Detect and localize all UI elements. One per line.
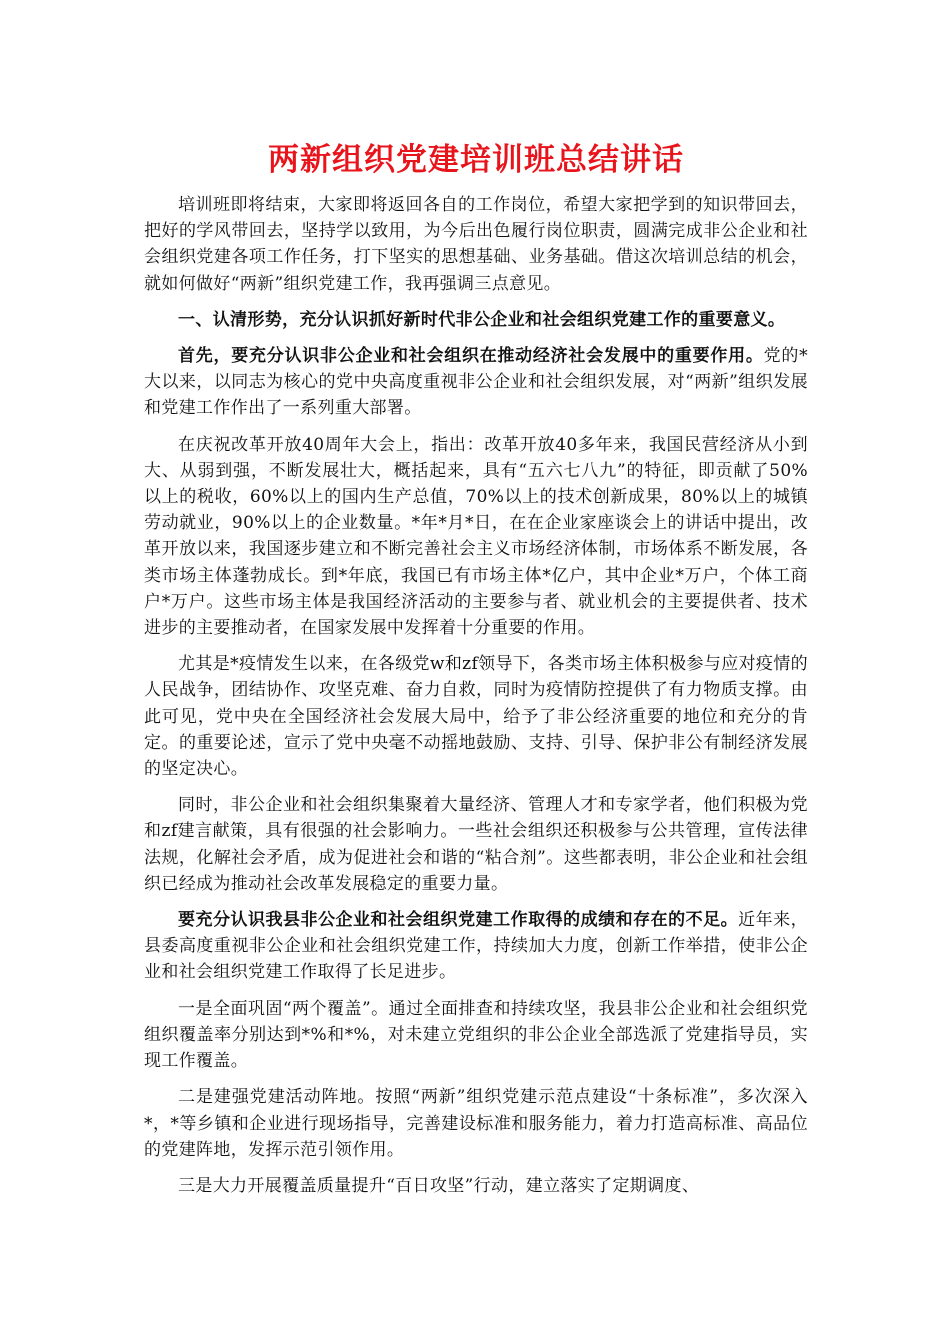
document-body (144, 138, 808, 1209)
paragraph-reform-anniversary (144, 432, 808, 642)
paragraph-lead: 一、认清形势，充分认识抓好新时代非公企业和社会组织党建工作的重要意义。 (178, 309, 786, 330)
paragraph-text: 近年来，县委高度重视非公企业和社会组织党建工作，持续加大力度，创新工作举措，使非公企业和社会组织党建工作取得了长足进步。 (144, 910, 809, 983)
paragraph-text: 三是大力开展覆盖质量提升“百日攻坚”行动，建立落实了定期调度、 (178, 1175, 700, 1196)
paragraph-county-achievements (144, 907, 808, 986)
paragraph-first-point (144, 343, 808, 422)
paragraph-text: 一是全面巩固“两个覆盖”。通过全面排查和持续攻坚，我县非公企业和社会组织党组织覆盖率分别达到*%和*%，对未建立党组织的非公企业全部选派了党建指导员，实现工作覆盖。 (144, 998, 808, 1072)
paragraph-item-one (144, 996, 808, 1075)
paragraph-item-three (144, 1173, 808, 1199)
paragraph-text: 尤其是*疫情发生以来，在各级党w和zf领导下，各类市场主体积极参与应对疫情的人民战争，团结协作、攻坚克难、奋力自救，同时为疫情防控提供了有力物质支撑。由此可见，党中央在全国经济社会发展大局中，给予了非公经济重要的地位和充分的肯定。的重要论述，宣示了党中央毫不动摇地鼓励、支持、引导、保护非公有制经济发展的坚定决心。 (144, 654, 808, 780)
paragraph-text: 培训班即将结束，大家即将返回各自的工作岗位，希望大家把学到的知识带回去，把好的学风带回去，坚持学以致用，为今后出色履行岗位职责，圆满完成非公企业和社会组织党建各项工作任务，打下坚实的思想基础、业务基础。借这次培训总结的机会，就如何做好“两新”组织党建工作，我再强调三点意见。 (144, 195, 808, 294)
section-heading-1 (144, 307, 808, 333)
document-title: 两新组织党建培训班总结讲话 (268, 142, 684, 178)
paragraph-intro (144, 192, 808, 297)
paragraph-text: 党的*大以来，以同志为核心的党中央高度重视非公企业和社会组织发展，对“两新”组织发展和党建工作作出了一系列重大部署。 (144, 346, 808, 419)
paragraph-item-two (144, 1084, 808, 1163)
paragraph-lead: 首先，要充分认识非公企业和社会组织在推动经济社会发展中的重要作用。 (178, 346, 764, 367)
paragraph-text: 二是建强党建活动阵地。按照“两新”组织党建示范点建设“十条标准”，多次深入*，*等乡镇和企业进行现场指导，完善建设标准和服务能力，着力打造高标准、高品位的党建阵地，发挥示范引领作用。 (144, 1087, 808, 1160)
paragraph-social-influence (144, 792, 808, 897)
paragraph-text: 在庆祝改革开放40周年大会上，指出：改革开放40多年来，我国民营经济从小到大、从弱到强，不断发展壮大，概括起来，具有“五六七八九”的特征，即贡献了50%以上的税收，60%以上的国内生产总值，70%以上的技术创新成果，80%以上的城镇劳动就业，90%以上的企业数量。*年*月*日，在在企业家座谈会上的讲话中提出，改革开放以来，我国逐步建立和不断完善社会主义市场经济体制，市场体系不断发展，各类市场主体蓬勃成长。到*年底，我国已有市场主体*亿户，其中企业*万户，个体工商户*万户。这些市场主体是我国经济活动的主要参与者、就业机会的主要提供者、技术进步的主要推动者，在国家发展中发挥着十分重要的作用。 (144, 434, 808, 639)
paragraph-epidemic (144, 651, 808, 782)
paragraph-text: 同时，非公企业和社会组织集聚着大量经济、管理人才和专家学者，他们积极为党和zf建言献策，具有很强的社会影响力。一些社会组织还积极参与公共管理，宣传法律法规，化解社会矛盾，成为促进社会和谐的“粘合剂”。这些都表明，非公企业和社会组织已经成为推动社会改革发展稳定的重要力量。 (144, 795, 808, 894)
paragraph-lead: 要充分认识我县非公企业和社会组织党建工作取得的成绩和存在的不足。 (178, 910, 739, 931)
